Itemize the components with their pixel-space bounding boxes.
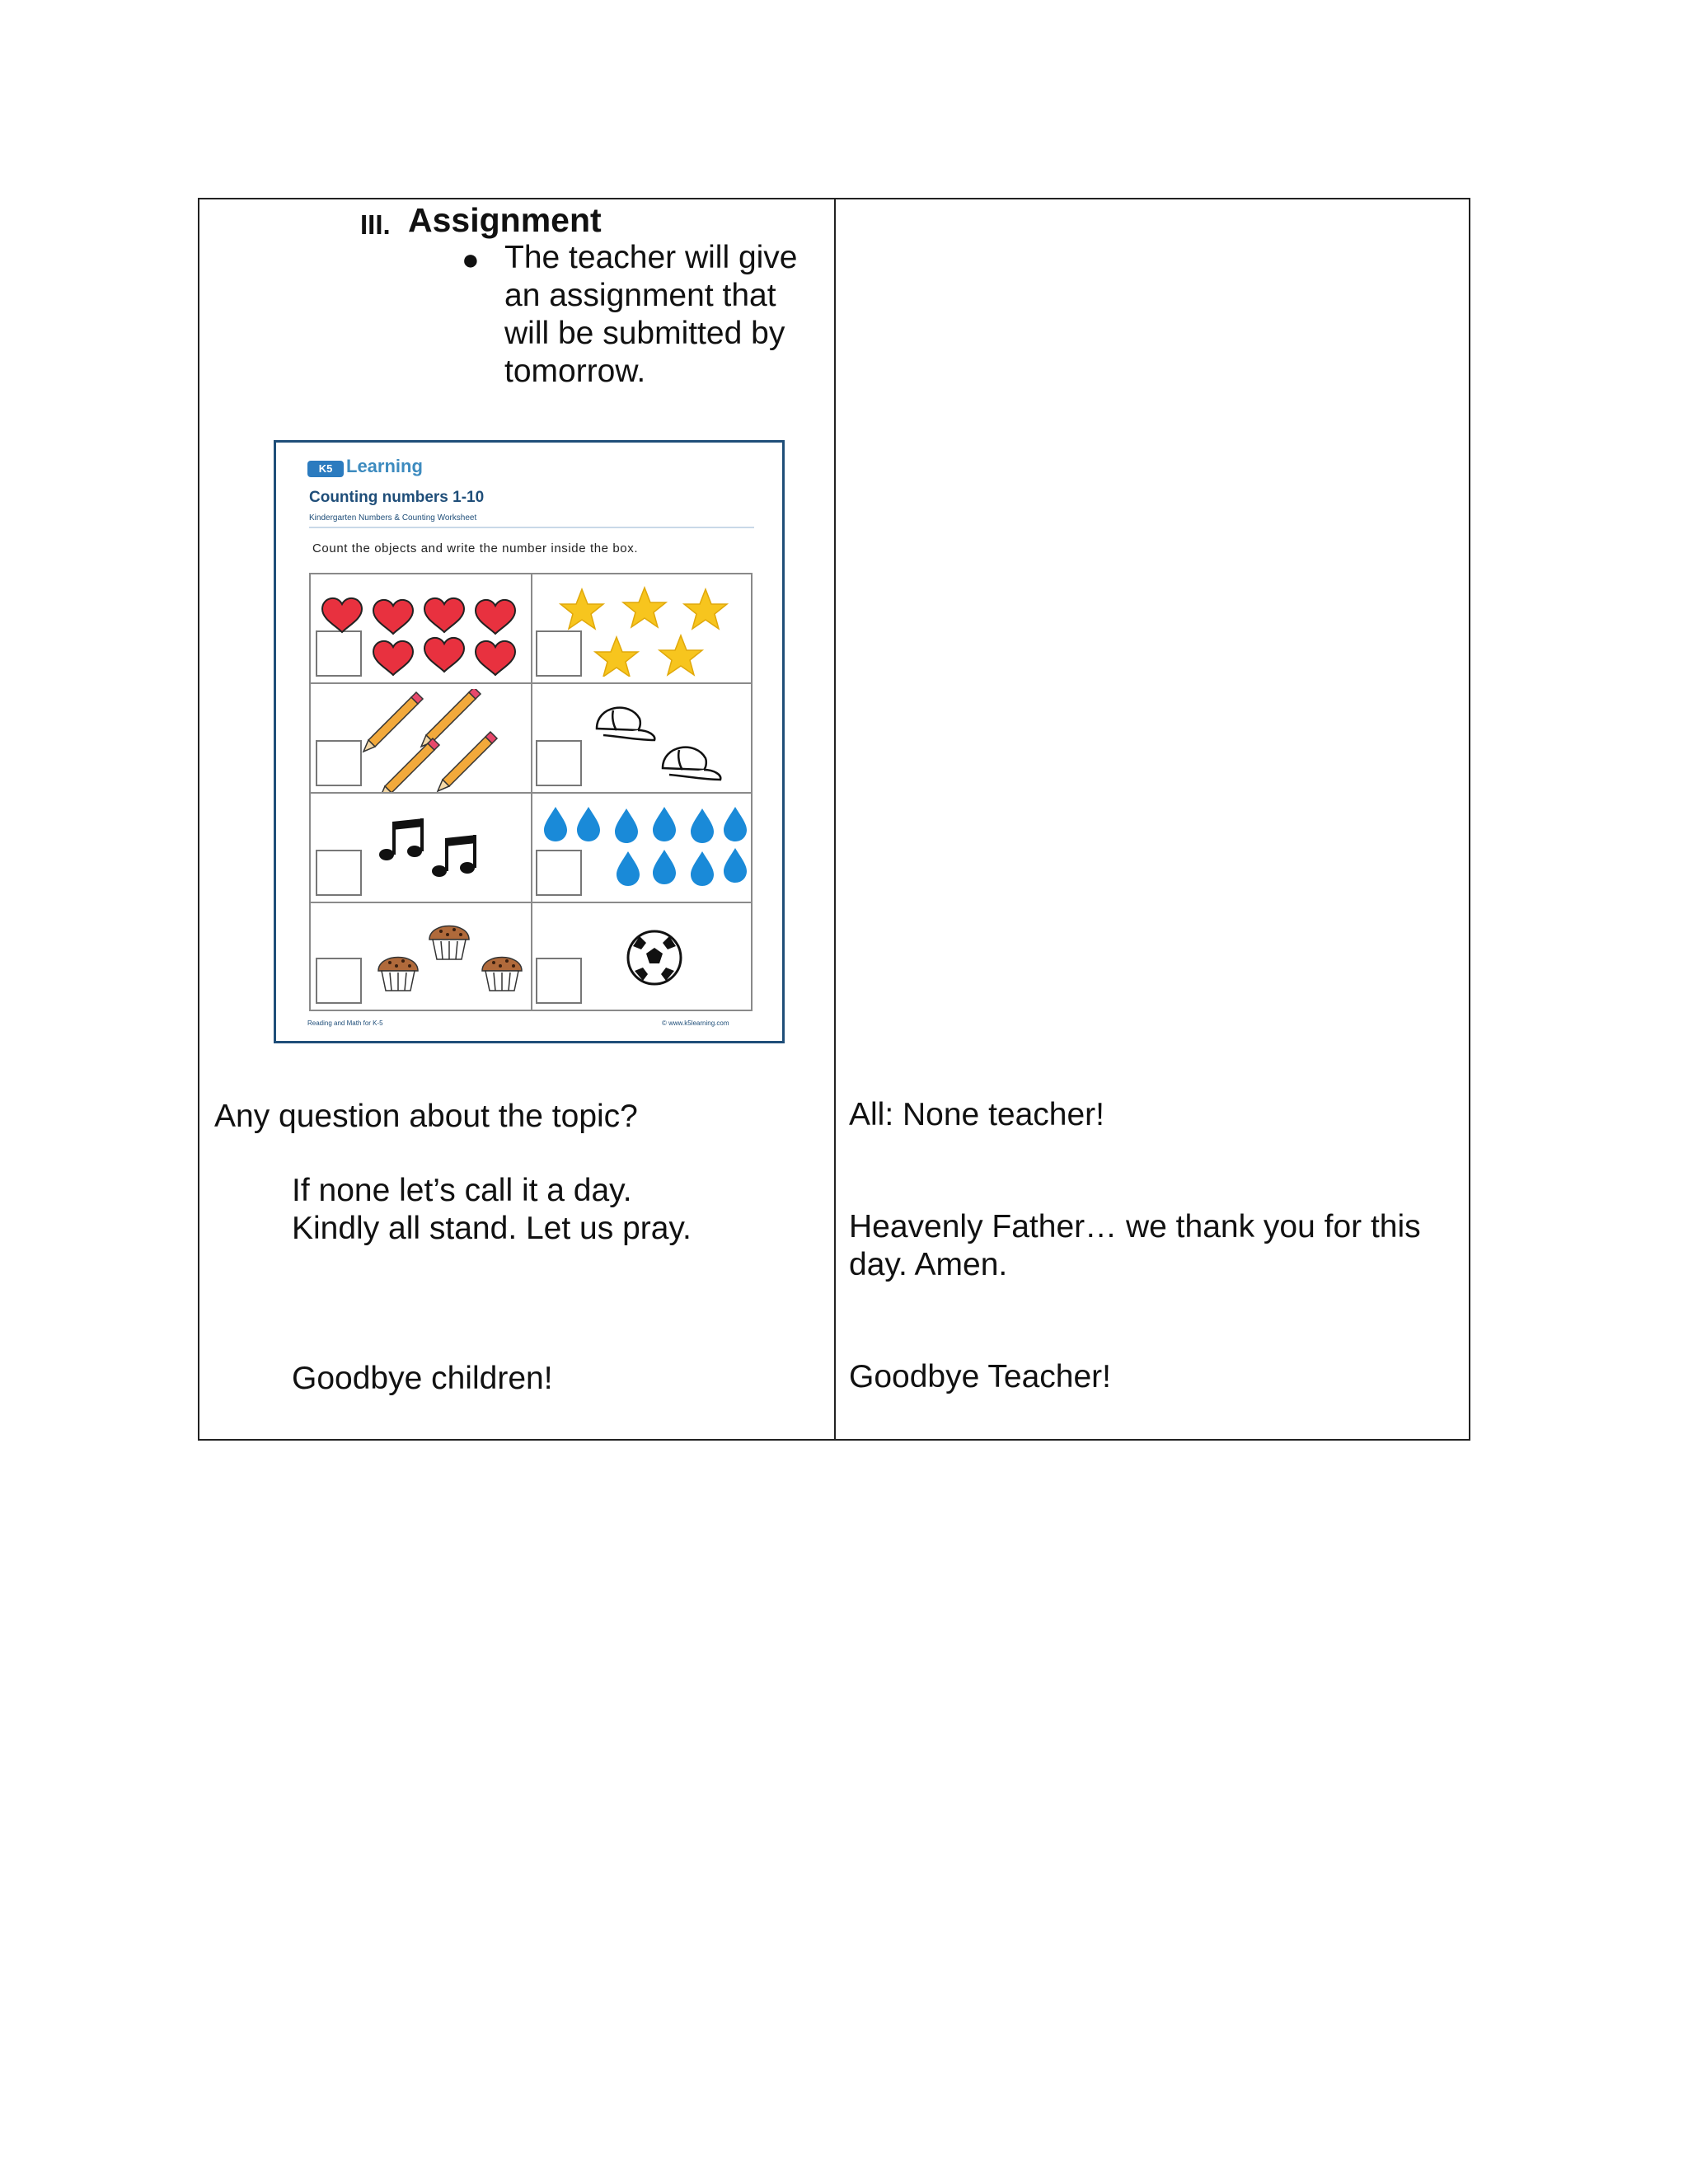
- bullet-text-line: tomorrow.: [504, 354, 646, 389]
- answer-box: [316, 850, 362, 896]
- bullet-icon: ●: [462, 242, 480, 276]
- section-title: Assignment: [408, 201, 602, 239]
- worksheet-instructions: Count the objects and write the number inside the box.: [312, 541, 639, 555]
- worksheet-cell-stars: [531, 573, 753, 684]
- worksheet-cell-water-drops: [531, 792, 753, 903]
- worksheet-cell-hearts: [309, 573, 532, 684]
- bullet-text-line: an assignment that: [504, 278, 776, 313]
- worksheet-subtitle: Kindergarten Numbers & Counting Worksheet: [309, 513, 477, 523]
- section-numeral: III.: [360, 209, 391, 240]
- worksheet-logo-text: Learning: [346, 456, 423, 476]
- worksheet-grid: [309, 573, 753, 1011]
- heart-icon-group: [319, 588, 525, 678]
- teacher-closing-line-2: Kindly all stand. Let us pray.: [292, 1211, 692, 1246]
- students-prayer-line-2: day. Amen.: [849, 1247, 1008, 1282]
- students-reply: All: None teacher!: [849, 1097, 1105, 1132]
- answer-box: [316, 740, 362, 786]
- teacher-closing-line-1: If none let’s call it a day.: [292, 1173, 632, 1208]
- muffin-icon-group: [368, 915, 525, 1005]
- music-note-icon-group: [377, 810, 509, 893]
- worksheet-cell-soccer-ball: [531, 902, 753, 1011]
- water-drop-icon-group: [537, 800, 752, 899]
- worksheet-title: Counting numbers 1-10: [309, 489, 485, 506]
- lesson-table: [198, 198, 1470, 1441]
- bullet-text-line: will be submitted by: [504, 316, 785, 351]
- worksheet-cell-caps: [531, 682, 753, 794]
- answer-box: [536, 740, 582, 786]
- answer-box: [536, 958, 582, 1004]
- students-prayer-line-1: Heavenly Father… we thank you for this: [849, 1209, 1421, 1244]
- pencil-icon-group: [360, 689, 525, 792]
- students-goodbye: Goodbye Teacher!: [849, 1359, 1111, 1394]
- worksheet-divider: [309, 527, 754, 528]
- worksheet-cell-music-notes: [309, 792, 532, 903]
- worksheet-footer-left: Reading and Math for K-5: [307, 1019, 383, 1027]
- worksheet-cell-pencils: [309, 682, 532, 794]
- star-icon-group: [549, 586, 747, 677]
- worksheet-footer-right: © www.k5learning.com: [662, 1019, 729, 1027]
- column-divider: [834, 199, 836, 1439]
- answer-box: [316, 958, 362, 1004]
- cap-icon-group: [590, 696, 747, 786]
- soccer-ball-icon: [623, 926, 689, 992]
- worksheet-cell-muffins: [309, 902, 532, 1011]
- teacher-goodbye: Goodbye children!: [292, 1361, 553, 1396]
- teacher-question: Any question about the topic?: [214, 1099, 638, 1134]
- bullet-text-line: The teacher will give: [504, 240, 798, 275]
- worksheet-image: [274, 440, 785, 1043]
- k5-logo-icon: K5: [307, 461, 344, 477]
